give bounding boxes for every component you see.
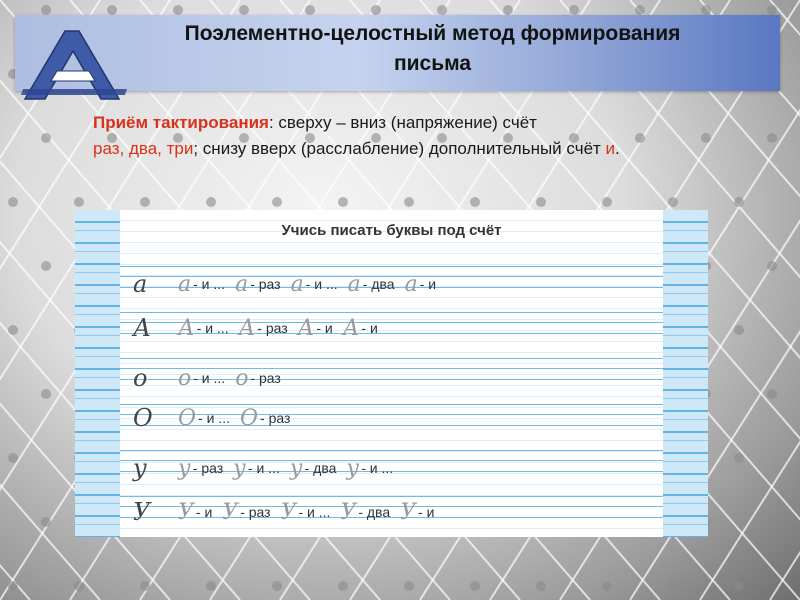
practice-item [233,456,280,481]
practice-item [340,500,390,525]
practice-item [235,272,281,297]
grid-dot [767,261,777,271]
row-letter: У [133,498,151,526]
worksheet-image [75,210,708,537]
traced-letter: А [238,315,256,341]
grid-dot [668,581,678,591]
count-label: - два [304,460,337,476]
grid-dot [734,453,744,463]
practice-item [346,456,393,481]
worksheet-row [133,398,300,438]
page-title [85,19,780,79]
traced-letter: У [222,499,239,525]
count-label: - раз [257,320,288,336]
row-letter: О [133,404,153,432]
grid-dot [41,133,51,143]
grid-dot [404,581,414,591]
traced-letter: а [178,271,192,297]
grid-dot [437,5,447,15]
worksheet-row [133,448,403,488]
grid-dot [41,5,51,15]
grid-dot [371,5,381,15]
traced-letter: а [235,271,249,297]
practice-item [291,272,338,297]
grid-dot [206,197,216,207]
count-label: - и ... [198,410,230,426]
practice-item [239,316,288,341]
grid-dot [602,197,612,207]
practice-item [178,406,230,431]
title-bar [15,15,780,91]
grid-dot [272,581,282,591]
description-end: . [615,139,620,158]
practice-item [298,316,333,341]
count-label: - и ... [247,460,280,476]
traced-letter: о [235,365,249,391]
traced-letter: А [297,315,315,341]
grid-dot [305,5,315,15]
traced-letter: о [178,365,192,391]
technique-label: Приём тактирования [93,113,269,132]
practice-item [405,272,437,297]
grid-dot [734,325,744,335]
grid-dot [272,197,282,207]
grid-dot [41,517,51,527]
traced-letter: О [239,405,259,431]
count-label: - и ... [193,276,226,292]
practice-item [222,500,270,525]
grid-dot [41,389,51,399]
count-label: - два [358,504,391,520]
traced-letter: А [178,315,195,341]
grid-dot [140,581,150,591]
count-label: - раз [260,410,291,426]
practice-item [235,366,281,391]
grid-dot [8,453,18,463]
left-margin-band [75,210,120,537]
traced-letter: У [340,499,357,525]
grid-dot [536,581,546,591]
traced-letter: У [280,499,297,525]
count-label: - и [419,276,437,292]
grid-dot [734,197,744,207]
grid-dot [668,197,678,207]
grid-dot [74,581,84,591]
grid-dot [767,5,777,15]
practice-item [290,456,337,481]
practice-item [178,272,225,297]
grid-dot [338,197,348,207]
description-part-1: : сверху – вниз (напряжение) счёт [268,113,537,132]
count-words: раз, два, три [93,139,194,158]
traced-letter: О [178,405,197,431]
count-label: - два [362,276,395,292]
row-letter: у [133,454,147,482]
traced-letter: у [289,455,303,481]
grid-dot [74,197,84,207]
count-label: - и [361,320,378,336]
row-letter: о [133,364,148,392]
count-label: - раз [250,370,281,386]
grid-dot [8,197,18,207]
traced-letter: у [233,455,246,481]
count-label: - и ... [298,504,331,520]
practice-item [178,316,229,341]
count-label: - раз [250,276,281,292]
grid-dot [8,325,18,335]
traced-letter: а [290,271,304,297]
traced-letter: а [404,271,418,297]
traced-letter: у [178,455,191,481]
grid-dot [635,5,645,15]
count-label: - и ... [193,370,226,386]
worksheet-row [133,308,388,348]
practice-item [178,366,225,391]
worksheet-row [133,264,446,304]
practice-item [281,500,331,525]
grid-dot [767,389,777,399]
description-part-2: ; снизу вверх (расслабление) дополнительный счёт [193,139,606,158]
grid-dot [569,5,579,15]
title-line-2: письма [393,52,472,75]
grid-dot [338,581,348,591]
count-label: - раз [192,460,224,476]
grid-dot [41,261,51,271]
method-description [93,110,733,162]
count-label: - и [316,320,333,336]
traced-letter: а [347,271,361,297]
practice-item [178,500,212,525]
count-label: - и [195,504,213,520]
grid-dot [173,5,183,15]
grid-dot [602,581,612,591]
grid-dot [734,581,744,591]
count-label: - раз [240,504,271,520]
practice-item [240,406,290,431]
grid-dot [701,5,711,15]
count-label: - и ... [196,320,229,336]
practice-item [343,316,378,341]
right-margin-band [663,210,708,537]
extra-count: и [605,139,616,158]
grid-dot [536,197,546,207]
traced-letter: У [178,499,194,525]
worksheet-row [133,358,291,398]
grid-dot [239,5,249,15]
practice-item [348,272,395,297]
count-label: - и ... [305,276,338,292]
grid-dot [206,581,216,591]
grid-dot [767,133,777,143]
count-label: - и ... [361,460,394,476]
grid-dot [503,5,513,15]
grid-dot [767,517,777,527]
traced-letter: У [400,499,417,525]
grid-dot [470,197,480,207]
count-label: - и [418,504,435,520]
grid-dot [404,197,414,207]
practice-item [178,456,223,481]
practice-item [400,500,434,525]
grid-dot [8,581,18,591]
row-letter: А [133,314,152,342]
worksheet-heading: Учись писать буквы под счёт [281,222,502,239]
grid-dot [470,581,480,591]
grid-dot [140,197,150,207]
worksheet-row [133,492,444,532]
title-line-1: Поэлементно-целостный метод формирования [184,22,681,45]
grid-dot [107,5,117,15]
traced-letter: А [342,315,360,341]
row-letter: а [133,270,148,298]
traced-letter: у [346,455,360,481]
